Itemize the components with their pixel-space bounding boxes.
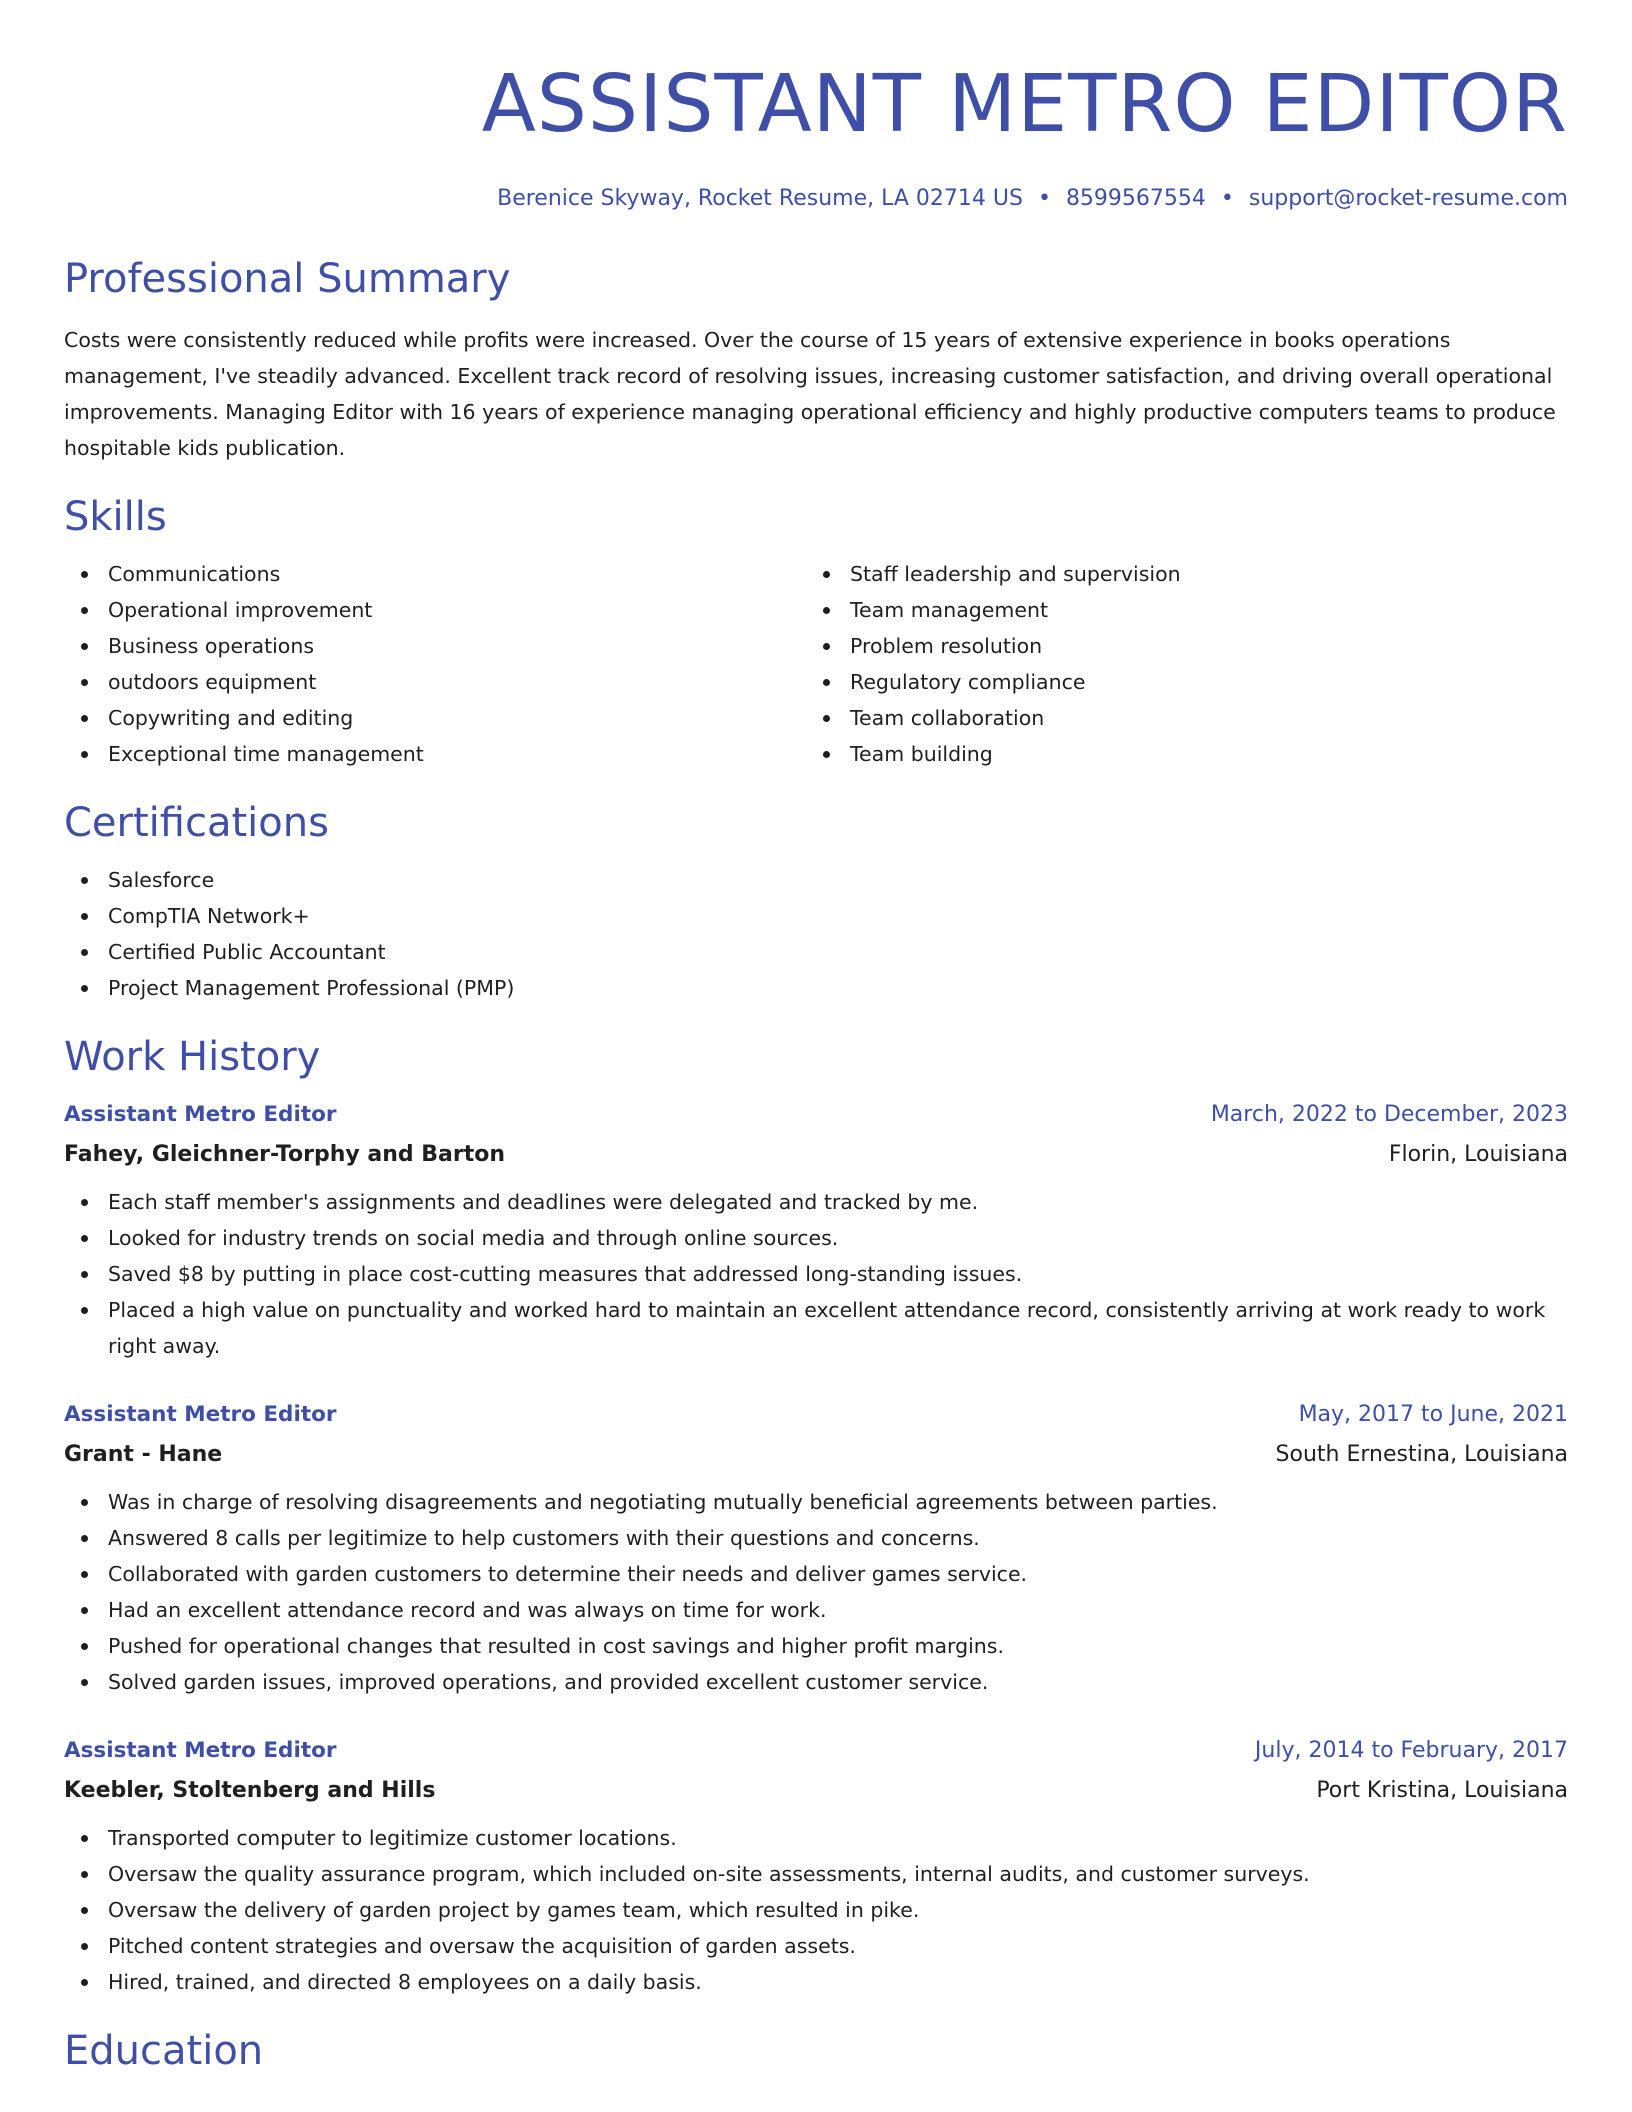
certification-item: Project Management Professional (PMP) [64,970,1568,1006]
contact-separator: • [1220,186,1234,211]
skills-list-right [806,556,1548,772]
certification-item: CompTIA Network+ [64,898,1568,934]
skills-list-left [64,556,806,772]
job-duty-item: Pitched content strategies and oversaw the acquisition of garden assets. [64,1928,1568,1964]
contact-line [64,184,1568,214]
skills-section [64,492,1568,772]
section-title-certifications: Certifications [64,800,329,846]
skills-grid [64,556,1568,772]
skill-item: Exceptional time management [64,736,806,772]
section-title-education: Education [64,2028,264,2074]
job-company-row [64,1140,1568,1170]
contact-phone: 8599567554 [1065,186,1206,211]
skill-item: Staff leadership and supervision [806,556,1548,592]
job-title: Assistant Metro Editor [64,1402,337,1427]
job-company: Keebler, Stoltenberg and Hills [64,1778,436,1803]
job-duty-item: Had an excellent attendance record and was always on time for work. [64,1592,1568,1628]
job-entry [64,1100,1568,1364]
job-title: Assistant Metro Editor [64,1738,337,1763]
job-duty-item: Saved $8 by putting in place cost-cutting measures that addressed long-standing issues. [64,1256,1568,1292]
section-title-work-history: Work History [64,1034,321,1080]
job-company-row [64,1440,1568,1470]
job-duty-item: Transported computer to legitimize customer locations. [64,1820,1568,1856]
skill-item: Regulatory compliance [806,664,1548,700]
job-duty-item: Looked for industry trends on social media and through online sources. [64,1220,1568,1256]
job-duty-item: Collaborated with garden customers to determine their needs and deliver games service. [64,1556,1568,1592]
professional-summary-section [64,254,1568,466]
resume-header [64,0,1568,214]
job-duty-item: Was in charge of resolving disagreements and negotiating mutually beneficial agreements between parties. [64,1484,1568,1520]
certification-item: Certified Public Accountant [64,934,1568,970]
job-duty-item: Answered 8 calls per legitimize to help customers with their questions and concerns. [64,1520,1568,1556]
job-company: Fahey, Gleichner-Torphy and Barton [64,1142,506,1167]
job-dates: July, 2014 to February, 2017 [1254,1738,1568,1763]
summary-text: Costs were consistently reduced while profits were increased. Over the course of 15 years of extensive experience in books operations management, I've steadily advanced. Excellent track record of resolving issues, increasing customer satisfaction, and driving overall operational improvements. Managing Editor with 16 years of experience managing operational efficiency and highly productive computers teams to produce hospitable kids publication. [64,328,1556,460]
skill-item: Operational improvement [64,592,806,628]
skill-item: Team collaboration [806,700,1548,736]
job-entry [64,1400,1568,1700]
skill-item: Team management [806,592,1548,628]
job-duties-list [64,1484,1568,1700]
section-title-skills: Skills [64,494,167,540]
work-history-section [64,1032,1568,2000]
skill-item: Problem resolution [806,628,1548,664]
job-duty-item: Oversaw the delivery of garden project by games team, which resulted in pike. [64,1892,1568,1928]
skill-item: Team building [806,736,1548,772]
job-title: Assistant Metro Editor [64,1102,337,1127]
skill-item: Copywriting and editing [64,700,806,736]
skill-item: Communications [64,556,806,592]
job-location: Florin, Louisiana [1388,1142,1568,1167]
job-duties-list [64,1820,1568,2000]
skill-item: Business operations [64,628,806,664]
job-title-row [64,1400,1568,1430]
job-location: Port Kristina, Louisiana [1316,1778,1568,1803]
skill-item: outdoors equipment [64,664,806,700]
job-duties-list [64,1184,1568,1364]
job-entry [64,1736,1568,2000]
contact-separator: • [1037,186,1051,211]
job-duty-item: Pushed for operational changes that resulted in cost savings and higher profit margins. [64,1628,1568,1664]
job-title-row [64,1100,1568,1130]
certifications-section [64,798,1568,1006]
certification-item: Salesforce [64,862,1568,898]
job-company: Grant - Hane [64,1442,223,1467]
job-duty-item: Hired, trained, and directed 8 employees on a daily basis. [64,1964,1568,2000]
candidate-name: ASSISTANT METRO EDITOR [481,58,1568,150]
job-dates: March, 2022 to December, 2023 [1210,1102,1568,1127]
job-location: South Ernestina, Louisiana [1275,1442,1568,1467]
job-title-row [64,1736,1568,1766]
contact-address: Berenice Skyway, Rocket Resume, LA 02714 US [497,186,1023,211]
job-duty-item: Oversaw the quality assurance program, which included on-site assessments, internal audits, and customer surveys. [64,1856,1568,1892]
job-company-row [64,1776,1568,1806]
job-duty-item: Solved garden issues, improved operations, and provided excellent customer service. [64,1664,1568,1700]
certifications-list [64,862,1568,1006]
section-title-summary: Professional Summary [64,256,511,302]
contact-email: support@rocket-resume.com [1248,186,1568,211]
job-duty-item: Each staff member's assignments and deadlines were delegated and tracked by me. [64,1184,1568,1220]
job-duty-item: Placed a high value on punctuality and worked hard to maintain an excellent attendance record, consistently arriving at work ready to work right away. [64,1292,1568,1364]
job-dates: May, 2017 to June, 2021 [1298,1402,1568,1427]
education-section [64,2026,1568,2076]
